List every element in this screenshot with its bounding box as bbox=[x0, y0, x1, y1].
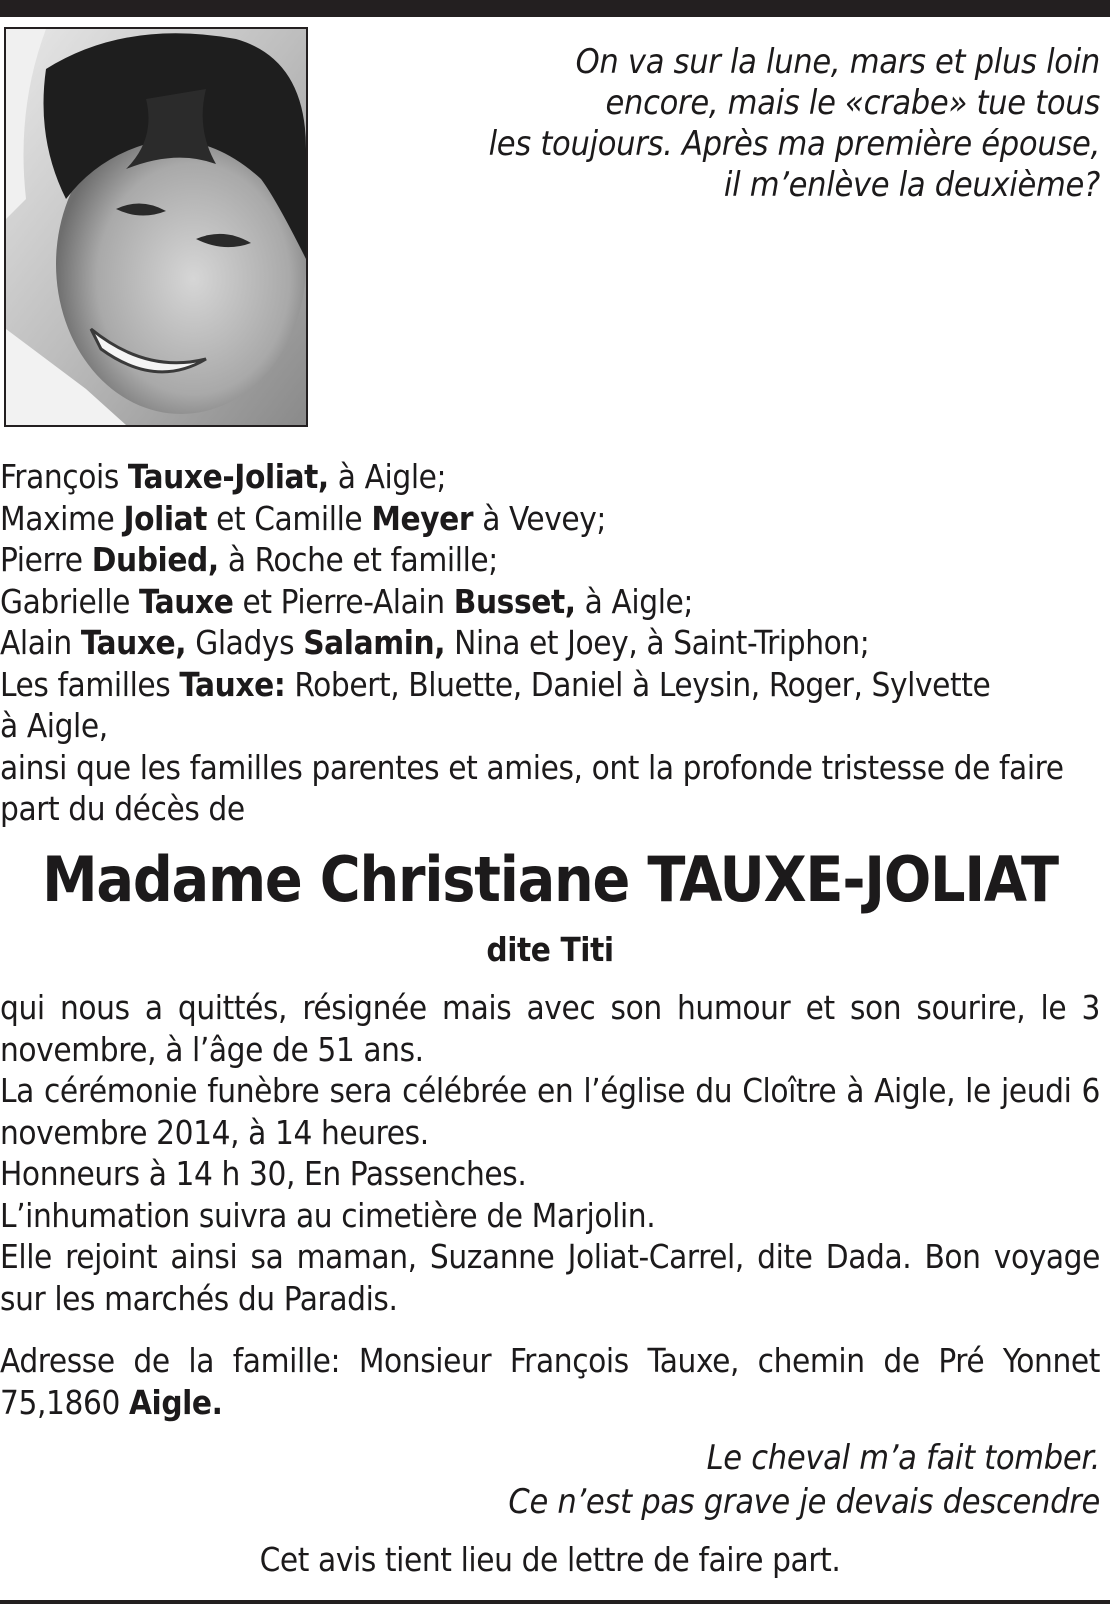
top-rule bbox=[0, 0, 1110, 17]
body-paragraph: La cérémonie funèbre sera célébrée en l’église du Cloître à Aigle, le jeudi 6 novembre 2014, à 14 heures. bbox=[0, 1071, 1100, 1152]
deceased-name: Madame Christiane TAUXE-JOLIAT bbox=[42, 843, 1058, 916]
closing-quote bbox=[400, 1436, 1100, 1524]
family-line: à Aigle, bbox=[0, 706, 108, 745]
body-text bbox=[0, 987, 1100, 1319]
body-paragraph: Elle rejoint ainsi sa maman, Suzanne Joliat-Carrel, dite Dada. Bon voyage sur les marchés du Paradis. bbox=[0, 1237, 1100, 1318]
first-name: Alain bbox=[0, 623, 81, 662]
family-line bbox=[0, 581, 1100, 623]
surname: Tauxe-Joliat, bbox=[127, 457, 329, 496]
body-paragraph: Honneurs à 14 h 30, En Passenches. bbox=[0, 1154, 527, 1193]
first-name: Maxime bbox=[0, 498, 124, 538]
top-quote-line: il m’enlève la deuxième? bbox=[723, 165, 1100, 205]
top-quote-line: encore, mais le «crabe» tue tous bbox=[605, 83, 1100, 123]
place: à Roche et famille; bbox=[218, 540, 498, 579]
surname: Salamin, bbox=[303, 623, 446, 662]
family-line bbox=[0, 539, 1100, 581]
surname: Meyer bbox=[371, 498, 474, 538]
family-line bbox=[0, 622, 1100, 664]
footer-note: Cet avis tient lieu de lettre de faire part. bbox=[259, 1540, 841, 1579]
deceased-nickname: dite Titi bbox=[486, 930, 614, 969]
surname: Tauxe: bbox=[179, 664, 286, 704]
place: Nina et Joey, à Saint-Triphon; bbox=[445, 623, 870, 662]
announcement-text: ainsi que les familles parentes et amies, ont la profonde tristesse de faire part du décès de bbox=[0, 747, 1064, 828]
top-quote bbox=[460, 42, 1100, 206]
body-paragraph: qui nous a quittés, résignée mais avec son humour et son sourire, le 3 novembre, à l’âge de 51 ans. bbox=[0, 988, 1100, 1069]
closing-quote-line: Ce n’est pas grave je devais descendre bbox=[508, 1482, 1100, 1522]
top-quote-line: les toujours. Après ma première épouse, bbox=[488, 124, 1100, 164]
address-city: Aigle. bbox=[128, 1382, 223, 1422]
family-line bbox=[0, 456, 1100, 498]
family-address bbox=[0, 1340, 1100, 1423]
first-name: et Camille bbox=[207, 498, 372, 538]
first-name: Pierre bbox=[0, 540, 92, 579]
closing-quote-line: Le cheval m’a fait tomber. bbox=[706, 1438, 1100, 1478]
surname: Tauxe bbox=[138, 581, 234, 621]
families-label: Les familles bbox=[0, 664, 180, 704]
surname: Busset, bbox=[453, 581, 576, 621]
body-paragraph: L’inhumation suivra au cimetière de Marjolin. bbox=[0, 1195, 656, 1235]
family-line bbox=[0, 664, 1100, 706]
place: à Vevey; bbox=[473, 498, 607, 538]
family-members: Robert, Bluette, Daniel à Leysin, Roger, Sylvette bbox=[285, 664, 991, 704]
surname: Joliat bbox=[123, 498, 208, 538]
place: à Aigle; bbox=[328, 457, 447, 496]
bottom-rule bbox=[0, 1600, 1110, 1604]
top-quote-line: On va sur la lune, mars et plus loin bbox=[575, 42, 1100, 82]
first-name: et Pierre-Alain bbox=[233, 581, 454, 621]
place: à Aigle; bbox=[575, 581, 694, 621]
address-text: Adresse de la famille: Monsieur François Tauxe, chemin de Pré Yonnet 75,1860 bbox=[0, 1341, 1100, 1422]
family-line bbox=[0, 498, 1100, 540]
portrait-photo bbox=[4, 27, 308, 427]
portrait-photo-icon bbox=[6, 29, 306, 425]
first-name: François bbox=[0, 457, 128, 496]
surname: Tauxe, bbox=[80, 623, 187, 662]
surname: Dubied, bbox=[91, 540, 219, 579]
families-list bbox=[0, 456, 1100, 830]
first-name: Gladys bbox=[186, 623, 304, 662]
first-name: Gabrielle bbox=[0, 581, 139, 621]
